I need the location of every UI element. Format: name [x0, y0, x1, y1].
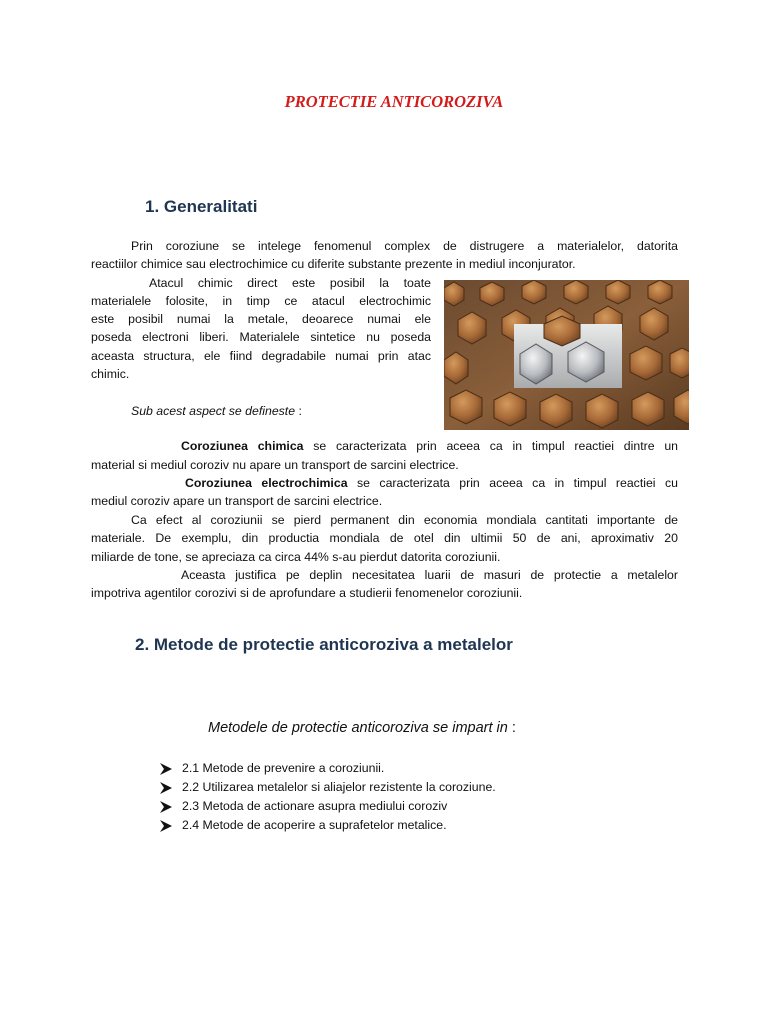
- arrowhead-bullet-icon: [158, 763, 176, 775]
- chimica-line1: [181, 437, 678, 455]
- electro-term: Coroziunea electrochimica: [185, 476, 348, 490]
- methods-intro-colon: :: [507, 720, 516, 736]
- methods-intro-text: Metodele de protectie anticoroziva se impart in: [208, 720, 508, 736]
- arrowhead-bullet-icon: [158, 782, 176, 794]
- para2-line: este posibil numai la metale, deoarece numai ele: [91, 312, 431, 326]
- aspect-colon: :: [295, 404, 302, 418]
- effect-line: materiale. De exemplu, din productia mondiala de otel din ultimii 50 de ani, aproximativ 20: [91, 531, 678, 545]
- justify-line: impotriva agentilor corozivi si de aprofundare a studierii fenomenelor coroziunii.: [91, 586, 523, 600]
- para2-line: poseda electroni liberi. Materialele sintetice nu poseda: [91, 330, 431, 344]
- document-title: PROTECTIE ANTICOROZIVA: [284, 92, 504, 111]
- list-item: [158, 816, 496, 835]
- chimica-text: se caracterizata prin aceea ca in timpul reactiei dintre un: [303, 439, 678, 453]
- para2-line: aceasta structura, ele fiind degradabile numai prin atac: [91, 349, 431, 363]
- section-2-heading: 2. Metode de protectie anticoroziva a metalelor: [135, 635, 513, 654]
- list-item-text: 2.1 Metode de prevenire a coroziunii.: [182, 761, 385, 775]
- para2-line: Atacul chimic direct este posibil la toate: [149, 276, 431, 290]
- aspect-italic: Sub acest aspect se defineste: [131, 404, 296, 418]
- para1-line1: Prin coroziune se intelege fenomenul complex de distrugere a materialelor, datorita: [131, 239, 678, 253]
- arrowhead-bullet-icon: [158, 801, 176, 813]
- justify-line: Aceasta justifica pe deplin necesitatea luarii de masuri de protectie a metalelor: [181, 568, 678, 582]
- methods-intro: [208, 720, 516, 736]
- para2-line: materialele folosite, in timp ce atacul electrochimic: [91, 294, 431, 308]
- list-item: [158, 778, 496, 797]
- electro-line2: mediul coroziv apare un transport de sarcini electrice.: [91, 494, 383, 508]
- para2-line: chimic.: [91, 367, 130, 381]
- arrowhead-bullet-icon: [158, 820, 176, 832]
- list-item: [158, 797, 496, 816]
- aspect-line: [131, 402, 302, 420]
- list-item: [158, 759, 496, 778]
- methods-list: [158, 759, 496, 835]
- effect-line: miliarde de tone, se apreciaza ca circa 44% s-au pierdut datorita coroziunii.: [91, 550, 501, 564]
- chimica-term: Coroziunea chimica: [181, 439, 304, 453]
- corroded-bolts-photo: [444, 280, 689, 430]
- chimica-line2: material si mediul coroziv nu apare un transport de sarcini electrice.: [91, 458, 459, 472]
- list-item-text: 2.2 Utilizarea metalelor si aliajelor rezistente la coroziune.: [182, 780, 496, 794]
- list-item-text: 2.4 Metode de acoperire a suprafetelor metalice.: [182, 818, 447, 832]
- section-1-heading: 1. Generalitati: [145, 197, 258, 216]
- effect-line: Ca efect al coroziunii se pierd permanent din economia mondiala cantitati importante de: [131, 513, 678, 527]
- electro-text: se caracterizata prin aceea ca in timpul reactiei cu: [347, 476, 678, 490]
- list-item-text: 2.3 Metoda de actionare asupra mediului coroziv: [182, 799, 448, 813]
- para1-line2: reactiilor chimice sau electrochimice cu diferite substante prezente in mediul inconjurator.: [91, 257, 576, 271]
- electro-line1: [185, 474, 678, 492]
